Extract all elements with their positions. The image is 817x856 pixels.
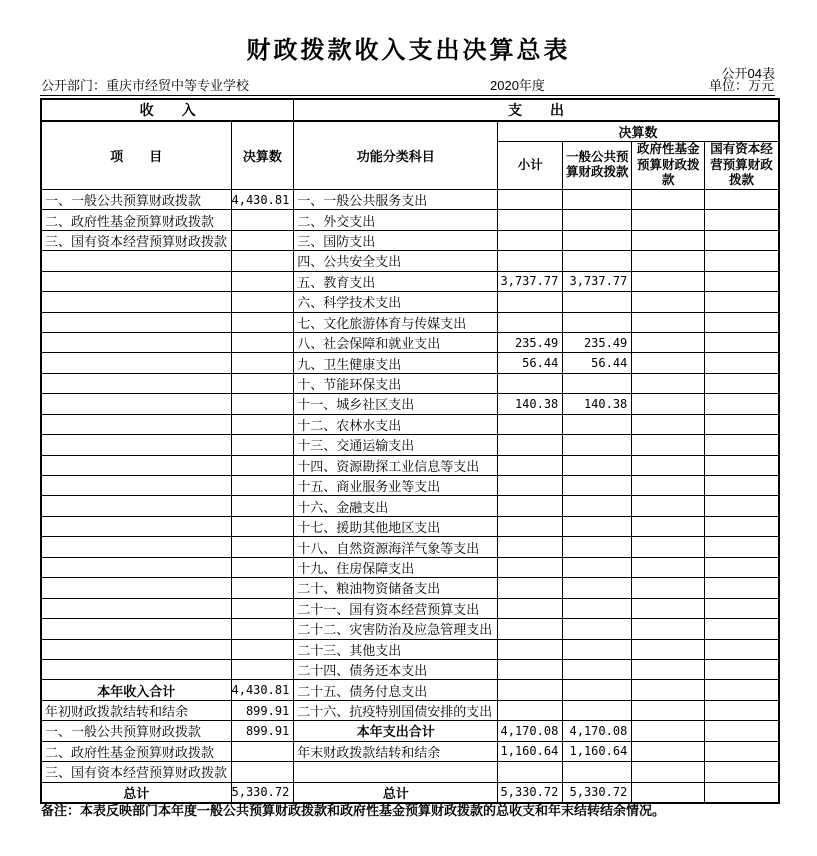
expense-state-capital-cell	[705, 598, 779, 618]
expense-general-public-cell: 4,170.08	[563, 721, 632, 741]
expense-gov-fund-cell	[632, 762, 705, 782]
expense-general-public-cell	[563, 292, 632, 312]
table-row	[41, 271, 779, 291]
expense-gov-fund-cell	[632, 455, 705, 475]
income-value-cell: 4,430.81	[231, 189, 294, 209]
expense-item-cell: 年末财政拨款结转和结余	[294, 741, 498, 761]
info-row	[40, 79, 775, 96]
expense-state-capital-cell	[705, 557, 779, 577]
income-item-cell: 总计	[41, 782, 231, 803]
expense-gov-fund-cell	[632, 353, 705, 373]
expense-subtotal-cell: 1,160.64	[498, 741, 563, 761]
expense-gov-fund-cell	[632, 394, 705, 414]
expense-item-cell: 十一、城乡社区支出	[294, 394, 498, 414]
expense-item-cell: 本年支出合计	[294, 721, 498, 741]
expense-state-capital-cell	[705, 700, 779, 720]
table-row	[41, 516, 779, 536]
income-item-cell: 三、国有资本经营预算财政拨款	[41, 230, 231, 250]
expense-subtotal-cell	[498, 210, 563, 230]
income-item-cell	[41, 292, 231, 312]
income-item-cell	[41, 598, 231, 618]
expense-item-cell: 十、节能环保支出	[294, 373, 498, 393]
expense-gov-fund-cell	[632, 210, 705, 230]
income-value-cell	[231, 455, 294, 475]
expense-gov-fund-cell	[632, 516, 705, 536]
table-row	[41, 476, 779, 496]
expense-general-public-cell	[563, 557, 632, 577]
expense-general-public-cell	[563, 639, 632, 659]
subtotal-column-header: 小计	[498, 142, 563, 190]
income-value-cell	[231, 353, 294, 373]
expense-general-public-cell	[563, 516, 632, 536]
expense-general-public-cell	[563, 496, 632, 516]
expense-state-capital-cell	[705, 292, 779, 312]
expense-subtotal-cell	[498, 230, 563, 250]
expense-general-public-cell	[563, 762, 632, 782]
expense-subtotal-cell	[498, 578, 563, 598]
income-value-cell: 899.91	[231, 700, 294, 720]
expense-general-public-cell	[563, 373, 632, 393]
expense-general-public-cell	[563, 230, 632, 250]
expense-general-public-cell	[563, 312, 632, 332]
income-item-cell: 年初财政拨款结转和结余	[41, 700, 231, 720]
income-value-cell	[231, 230, 294, 250]
expense-item-cell: 十二、农林水支出	[294, 414, 498, 434]
expense-subtotal-cell	[498, 435, 563, 455]
expense-general-public-cell	[563, 619, 632, 639]
expense-subtotal-cell	[498, 476, 563, 496]
income-item-cell: 一、一般公共预算财政拨款	[41, 721, 231, 741]
expense-gov-fund-cell	[632, 292, 705, 312]
income-value-cell	[231, 414, 294, 434]
expense-general-public-cell	[563, 598, 632, 618]
expense-gov-fund-cell	[632, 639, 705, 659]
expense-general-public-cell	[563, 435, 632, 455]
department-label: 公开部门：重庆市经贸中等专业学校	[41, 78, 250, 93]
expense-subtotal-cell	[498, 659, 563, 679]
expense-section-header: 支 出	[294, 99, 779, 121]
expense-state-capital-cell	[705, 435, 779, 455]
expense-subtotal-cell: 235.49	[498, 332, 563, 352]
expense-item-cell: 二十六、抗疫特别国债安排的支出	[294, 700, 498, 720]
table-row	[41, 251, 779, 271]
income-item-cell	[41, 476, 231, 496]
income-value-cell	[231, 762, 294, 782]
income-item-cell	[41, 659, 231, 679]
expense-subtotal-cell	[498, 496, 563, 516]
expense-subtotal-cell	[498, 680, 563, 700]
income-item-cell: 一、一般公共预算财政拨款	[41, 189, 231, 209]
income-item-cell	[41, 496, 231, 516]
expense-state-capital-cell	[705, 680, 779, 700]
unit-label: 单位：万元	[708, 78, 774, 93]
income-item-cell	[41, 332, 231, 352]
income-value-cell	[231, 332, 294, 352]
income-item-cell: 三、国有资本经营预算财政拨款	[41, 762, 231, 782]
expense-subtotal-cell	[498, 455, 563, 475]
expense-general-public-cell	[563, 210, 632, 230]
table-row	[41, 414, 779, 434]
income-value-cell	[231, 537, 294, 557]
expense-item-cell: 一、一般公共服务支出	[294, 189, 498, 209]
expense-gov-fund-cell	[632, 189, 705, 209]
general-public-budget-column-header: 一般公共预算财政拨款	[563, 142, 632, 190]
expense-item-cell: 十九、住房保障支出	[294, 557, 498, 577]
footnote: 备注：本表反映部门本年度一般公共预算财政拨款和政府性基金预算财政拨款的总收支和年末结转结余情况。	[41, 803, 666, 818]
income-value-cell: 4,430.81	[231, 680, 294, 700]
expense-subtotal-cell: 56.44	[498, 353, 563, 373]
expense-general-public-cell	[563, 455, 632, 475]
table-row	[41, 455, 779, 475]
expense-gov-fund-cell	[632, 476, 705, 496]
income-value-cell	[231, 312, 294, 332]
expense-state-capital-cell	[705, 189, 779, 209]
expense-state-capital-cell	[705, 537, 779, 557]
expense-item-cell: 二、外交支出	[294, 210, 498, 230]
expense-gov-fund-cell	[632, 598, 705, 618]
expense-item-cell: 六、科学技术支出	[294, 292, 498, 312]
expense-item-cell: 十五、商业服务业等支出	[294, 476, 498, 496]
income-value-cell	[231, 619, 294, 639]
state-capital-budget-column-header: 国有资本经营预算财政拨款	[705, 142, 779, 190]
expense-item-cell: 十七、援助其他地区支出	[294, 516, 498, 536]
expense-state-capital-cell	[705, 251, 779, 271]
expense-final-amount-group-header: 决算数	[498, 121, 779, 142]
expense-gov-fund-cell	[632, 659, 705, 679]
expense-gov-fund-cell	[632, 537, 705, 557]
expense-subtotal-cell	[498, 598, 563, 618]
table-row	[41, 292, 779, 312]
expense-gov-fund-cell	[632, 578, 705, 598]
expense-state-capital-cell	[705, 353, 779, 373]
expense-general-public-cell	[563, 251, 632, 271]
expense-item-cell: 二十二、灾害防治及应急管理支出	[294, 619, 498, 639]
expense-general-public-cell	[563, 537, 632, 557]
expense-general-public-cell: 140.38	[563, 394, 632, 414]
expense-state-capital-cell	[705, 373, 779, 393]
income-value-cell	[231, 741, 294, 761]
expense-gov-fund-cell	[632, 251, 705, 271]
expense-subtotal-cell	[498, 292, 563, 312]
expense-gov-fund-cell	[632, 230, 705, 250]
table-row	[41, 659, 779, 679]
income-final-amount-header: 决算数	[231, 121, 294, 189]
expense-gov-fund-cell	[632, 414, 705, 434]
income-item-cell: 二、政府性基金预算财政拨款	[41, 210, 231, 230]
income-item-cell	[41, 435, 231, 455]
expense-subtotal-cell	[498, 700, 563, 720]
table-row	[41, 435, 779, 455]
table-row	[41, 537, 779, 557]
income-item-cell	[41, 578, 231, 598]
fiscal-year: 2020年度	[490, 78, 545, 93]
expense-general-public-cell: 1,160.64	[563, 741, 632, 761]
income-item-cell	[41, 251, 231, 271]
income-section-header: 收 入	[41, 99, 294, 121]
expense-state-capital-cell	[705, 578, 779, 598]
expense-subtotal-cell	[498, 516, 563, 536]
expense-gov-fund-cell	[632, 312, 705, 332]
expense-general-public-cell: 56.44	[563, 353, 632, 373]
expense-subtotal-cell: 5,330.72	[498, 782, 563, 803]
income-item-cell	[41, 271, 231, 291]
income-value-cell	[231, 373, 294, 393]
income-item-cell: 二、政府性基金预算财政拨款	[41, 741, 231, 761]
expense-item-cell: 二十一、国有资本经营预算支出	[294, 598, 498, 618]
expense-state-capital-cell	[705, 271, 779, 291]
expense-state-capital-cell	[705, 762, 779, 782]
income-item-cell	[41, 373, 231, 393]
expense-item-cell: 四、公共安全支出	[294, 251, 498, 271]
income-item-cell: 本年收入合计	[41, 680, 231, 700]
table-row	[41, 700, 779, 720]
income-item-cell	[41, 619, 231, 639]
expense-general-public-cell	[563, 700, 632, 720]
expense-state-capital-cell	[705, 210, 779, 230]
expense-item-cell: 总计	[294, 782, 498, 803]
expense-subtotal-cell	[498, 619, 563, 639]
table-row	[41, 741, 779, 761]
expense-subtotal-cell	[498, 373, 563, 393]
expense-item-cell: 十三、交通运输支出	[294, 435, 498, 455]
table-row	[41, 373, 779, 393]
expense-general-public-cell	[563, 659, 632, 679]
expense-state-capital-cell	[705, 639, 779, 659]
expense-item-cell: 五、教育支出	[294, 271, 498, 291]
expense-state-capital-cell	[705, 414, 779, 434]
expense-subtotal-cell	[498, 414, 563, 434]
income-value-cell	[231, 435, 294, 455]
expense-item-cell: 二十四、债务还本支出	[294, 659, 498, 679]
expense-general-public-cell	[563, 189, 632, 209]
item-column-header: 项 目	[41, 121, 231, 189]
expense-item-cell: 八、社会保障和就业支出	[294, 332, 498, 352]
expense-gov-fund-cell	[632, 271, 705, 291]
income-item-cell	[41, 516, 231, 536]
income-value-cell	[231, 496, 294, 516]
expense-state-capital-cell	[705, 332, 779, 352]
expense-item-cell	[294, 762, 498, 782]
expense-subtotal-cell	[498, 557, 563, 577]
expense-state-capital-cell	[705, 230, 779, 250]
income-value-cell	[231, 557, 294, 577]
expense-general-public-cell: 3,737.77	[563, 271, 632, 291]
income-item-cell	[41, 537, 231, 557]
expense-state-capital-cell	[705, 721, 779, 741]
expense-state-capital-cell	[705, 312, 779, 332]
expense-gov-fund-cell	[632, 435, 705, 455]
income-item-cell	[41, 414, 231, 434]
expense-subtotal-cell: 4,170.08	[498, 721, 563, 741]
income-value-cell	[231, 578, 294, 598]
table-row	[41, 332, 779, 352]
expense-subtotal-cell: 140.38	[498, 394, 563, 414]
expense-item-cell: 十八、自然资源海洋气象等支出	[294, 537, 498, 557]
expense-state-capital-cell	[705, 516, 779, 536]
expense-general-public-cell	[563, 680, 632, 700]
expense-item-cell: 二十三、其他支出	[294, 639, 498, 659]
expense-gov-fund-cell	[632, 741, 705, 761]
expense-item-cell: 九、卫生健康支出	[294, 353, 498, 373]
table-row	[41, 680, 779, 700]
expense-subtotal-cell	[498, 762, 563, 782]
income-value-cell	[231, 598, 294, 618]
table-row	[41, 312, 779, 332]
table-body	[41, 189, 779, 802]
expense-subtotal-cell	[498, 639, 563, 659]
expense-subtotal-cell	[498, 312, 563, 332]
expense-item-cell: 十六、金融支出	[294, 496, 498, 516]
income-value-cell	[231, 251, 294, 271]
expense-item-cell: 七、文化旅游体育与传媒支出	[294, 312, 498, 332]
expense-subtotal-cell	[498, 189, 563, 209]
budget-table	[40, 98, 780, 804]
expense-item-cell: 二十五、债务付息支出	[294, 680, 498, 700]
table-row	[41, 557, 779, 577]
expense-gov-fund-cell	[632, 373, 705, 393]
income-value-cell	[231, 210, 294, 230]
table-row	[41, 598, 779, 618]
income-value-cell	[231, 292, 294, 312]
table-row	[41, 230, 779, 250]
expense-gov-fund-cell	[632, 721, 705, 741]
income-item-cell	[41, 312, 231, 332]
income-value-cell	[231, 516, 294, 536]
gov-fund-budget-column-header: 政府性基金预算财政拨款	[632, 142, 705, 190]
expense-state-capital-cell	[705, 455, 779, 475]
expense-general-public-cell: 235.49	[563, 332, 632, 352]
expense-state-capital-cell	[705, 476, 779, 496]
table-row	[41, 578, 779, 598]
expense-subtotal-cell	[498, 251, 563, 271]
expense-subtotal-cell	[498, 537, 563, 557]
expense-state-capital-cell	[705, 741, 779, 761]
income-value-cell	[231, 659, 294, 679]
expense-general-public-cell	[563, 578, 632, 598]
page-title: 财政拨款收入支出决算总表	[246, 37, 571, 64]
expense-general-public-cell: 5,330.72	[563, 782, 632, 803]
income-item-cell	[41, 639, 231, 659]
table-header	[41, 99, 779, 189]
expense-general-public-cell	[563, 476, 632, 496]
expense-general-public-cell	[563, 414, 632, 434]
income-value-cell	[231, 394, 294, 414]
table-row	[41, 394, 779, 414]
table-row	[41, 496, 779, 516]
income-item-cell	[41, 353, 231, 373]
income-item-cell	[41, 394, 231, 414]
table-row	[41, 353, 779, 373]
income-value-cell	[231, 476, 294, 496]
expense-subtotal-cell: 3,737.77	[498, 271, 563, 291]
expense-state-capital-cell	[705, 394, 779, 414]
expense-gov-fund-cell	[632, 680, 705, 700]
expense-state-capital-cell	[705, 619, 779, 639]
income-item-cell	[41, 455, 231, 475]
income-value-cell	[231, 639, 294, 659]
expense-gov-fund-cell	[632, 700, 705, 720]
expense-gov-fund-cell	[632, 332, 705, 352]
expense-state-capital-cell	[705, 496, 779, 516]
income-item-cell	[41, 557, 231, 577]
income-value-cell	[231, 271, 294, 291]
expense-item-cell: 十四、资源勘探工业信息等支出	[294, 455, 498, 475]
function-subject-header: 功能分类科目	[294, 121, 498, 189]
table-row	[41, 210, 779, 230]
income-value-cell: 899.91	[231, 721, 294, 741]
expense-state-capital-cell	[705, 659, 779, 679]
income-value-cell: 5,330.72	[231, 782, 294, 803]
expense-gov-fund-cell	[632, 496, 705, 516]
expense-gov-fund-cell	[632, 619, 705, 639]
expense-item-cell: 三、国防支出	[294, 230, 498, 250]
expense-item-cell: 二十、粮油物资储备支出	[294, 578, 498, 598]
table-code: 公开04表	[721, 66, 775, 81]
table-row	[41, 189, 779, 209]
table-row	[41, 639, 779, 659]
table-row	[41, 619, 779, 639]
table-row	[41, 721, 779, 741]
expense-gov-fund-cell	[632, 557, 705, 577]
table-row	[41, 762, 779, 782]
